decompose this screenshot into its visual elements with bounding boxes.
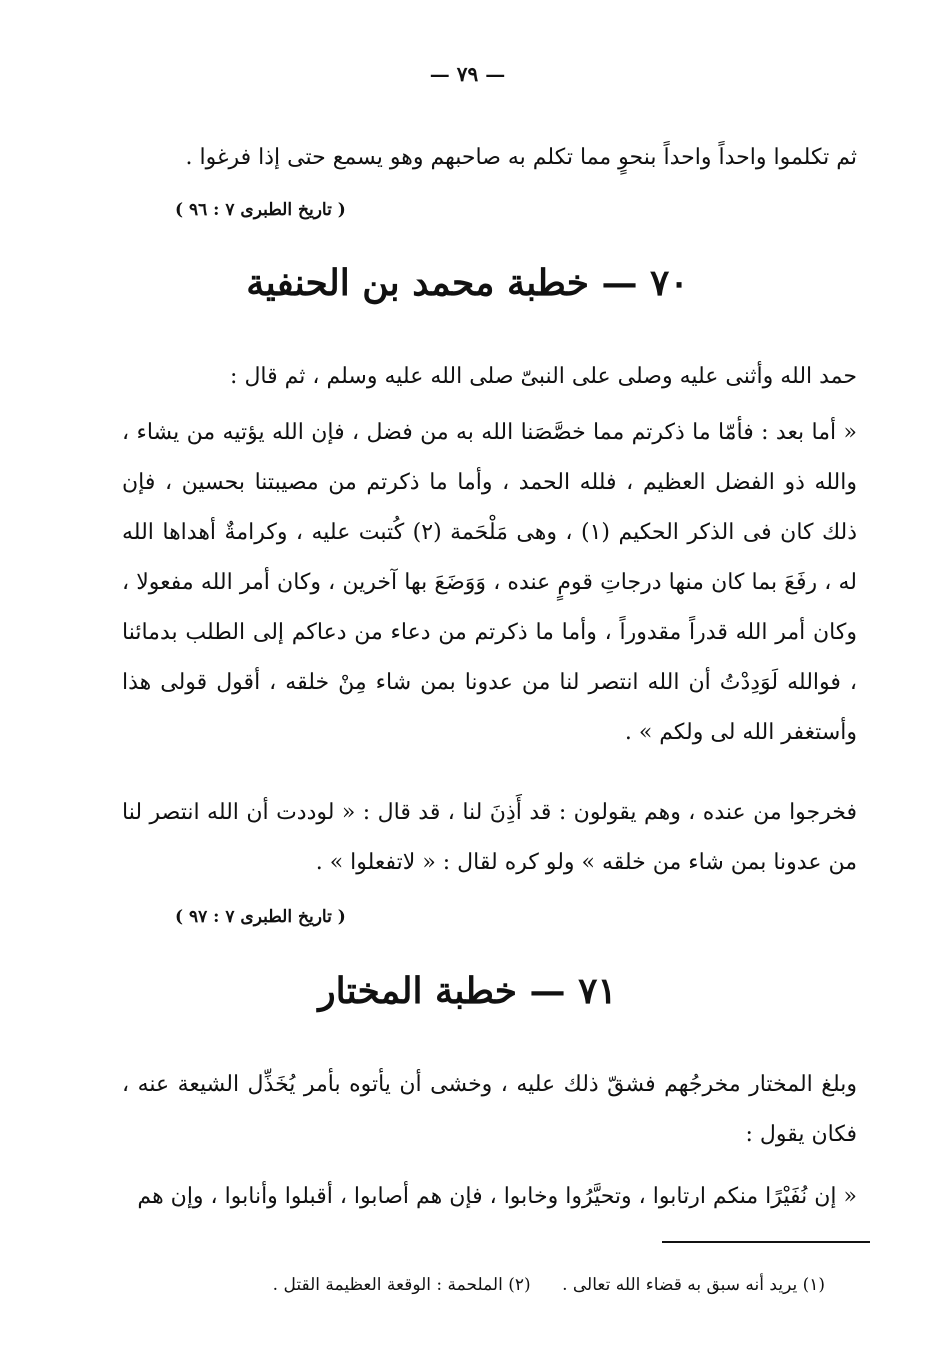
source-reference-2: ( تاريخ الطبرى ٧ : ٩٧ ) [175,907,346,927]
paragraph-70-speech: « أما بعد : فأمّا ما ذكرتم مما خصَّصَنا الله به من فضل ، فإن الله يؤتيه من يشاء ، والله ذو الفضل العظيم ، فلله الحمد ، وأما ما ذكرتم من مصيبتنا بحسين ، فإن ذلك كان فى الذكر الحكيم (١) ، وهى مَلْحَمة (٢) كُتبت عليه ، وكرامةٌ أهداها الله له ، رفَعَ بما كان منها درجاتِ قومٍ عنده ، وَوَضَعَ بها آخرين ، وكان أمر الله مفعولا ، وكان أمر الله قدراً مقدوراً ، وأما ما ذكرتم من دعاء من دعاكم إلى الطلب بدمائنا ، فوالله لَوَدِدْتُ أن الله انتصر لنا من عدونا بمن شاء مِنْ خلقه ، أقول قولى هذا وأستغفر الله لى ولكم » . [122,420,858,745]
source-reference-1: ( تاريخ الطبرى ٧ : ٩٦ ) [175,200,346,220]
page-number: — ٧٩ — [429,62,506,86]
paragraph-70-intro: حمد الله وأثنى عليه وصلى على النبىّ صلى الله عليه وسلم ، ثم قال : [230,364,857,389]
section-heading-71: ٧١ — خطبة المختار [318,970,617,1012]
footnote-1: (١) يريد أنه سبق به قضاء الله تعالى . [562,1275,825,1295]
intro-paragraph: ثم تكلموا واحداً واحداً بنحوٍ مما تكلم به صاحبهم وهو يسمع حتى إذا فرغوا . [185,145,857,170]
footnote-2: (٢) الملحمة : الوقعة العظيمة القتل . [272,1275,531,1295]
paragraph-71-intro: وبلغ المختار مخرجُهم فشقّ ذلك عليه ، وخشى أن يأتوه بأمر يُخَذِّل الشيعة عنه ، فكان يقول : [122,1072,857,1147]
paragraph-70-after: فخرجوا من عنده ، وهم يقولون : قد أَذِنَ لنا ، قد قال : « لوددت أن الله انتصر لنا من عدونا بمن شاء من خلقه » ولو كره لقال : « لاتفعلوا » . [122,800,857,875]
section-heading-70: ٧٠ — خطبة محمد بن الحنفية [246,262,689,304]
footnote-divider [662,1241,870,1243]
footnotes [125,1275,825,1295]
paragraph-71-speech: « إن نُفَيْرًا منكم ارتابوا ، وتحيَّرُوا وخابوا ، فإن هم أصابوا ، أقبلوا وأنابوا ، وإن هم [137,1184,857,1209]
